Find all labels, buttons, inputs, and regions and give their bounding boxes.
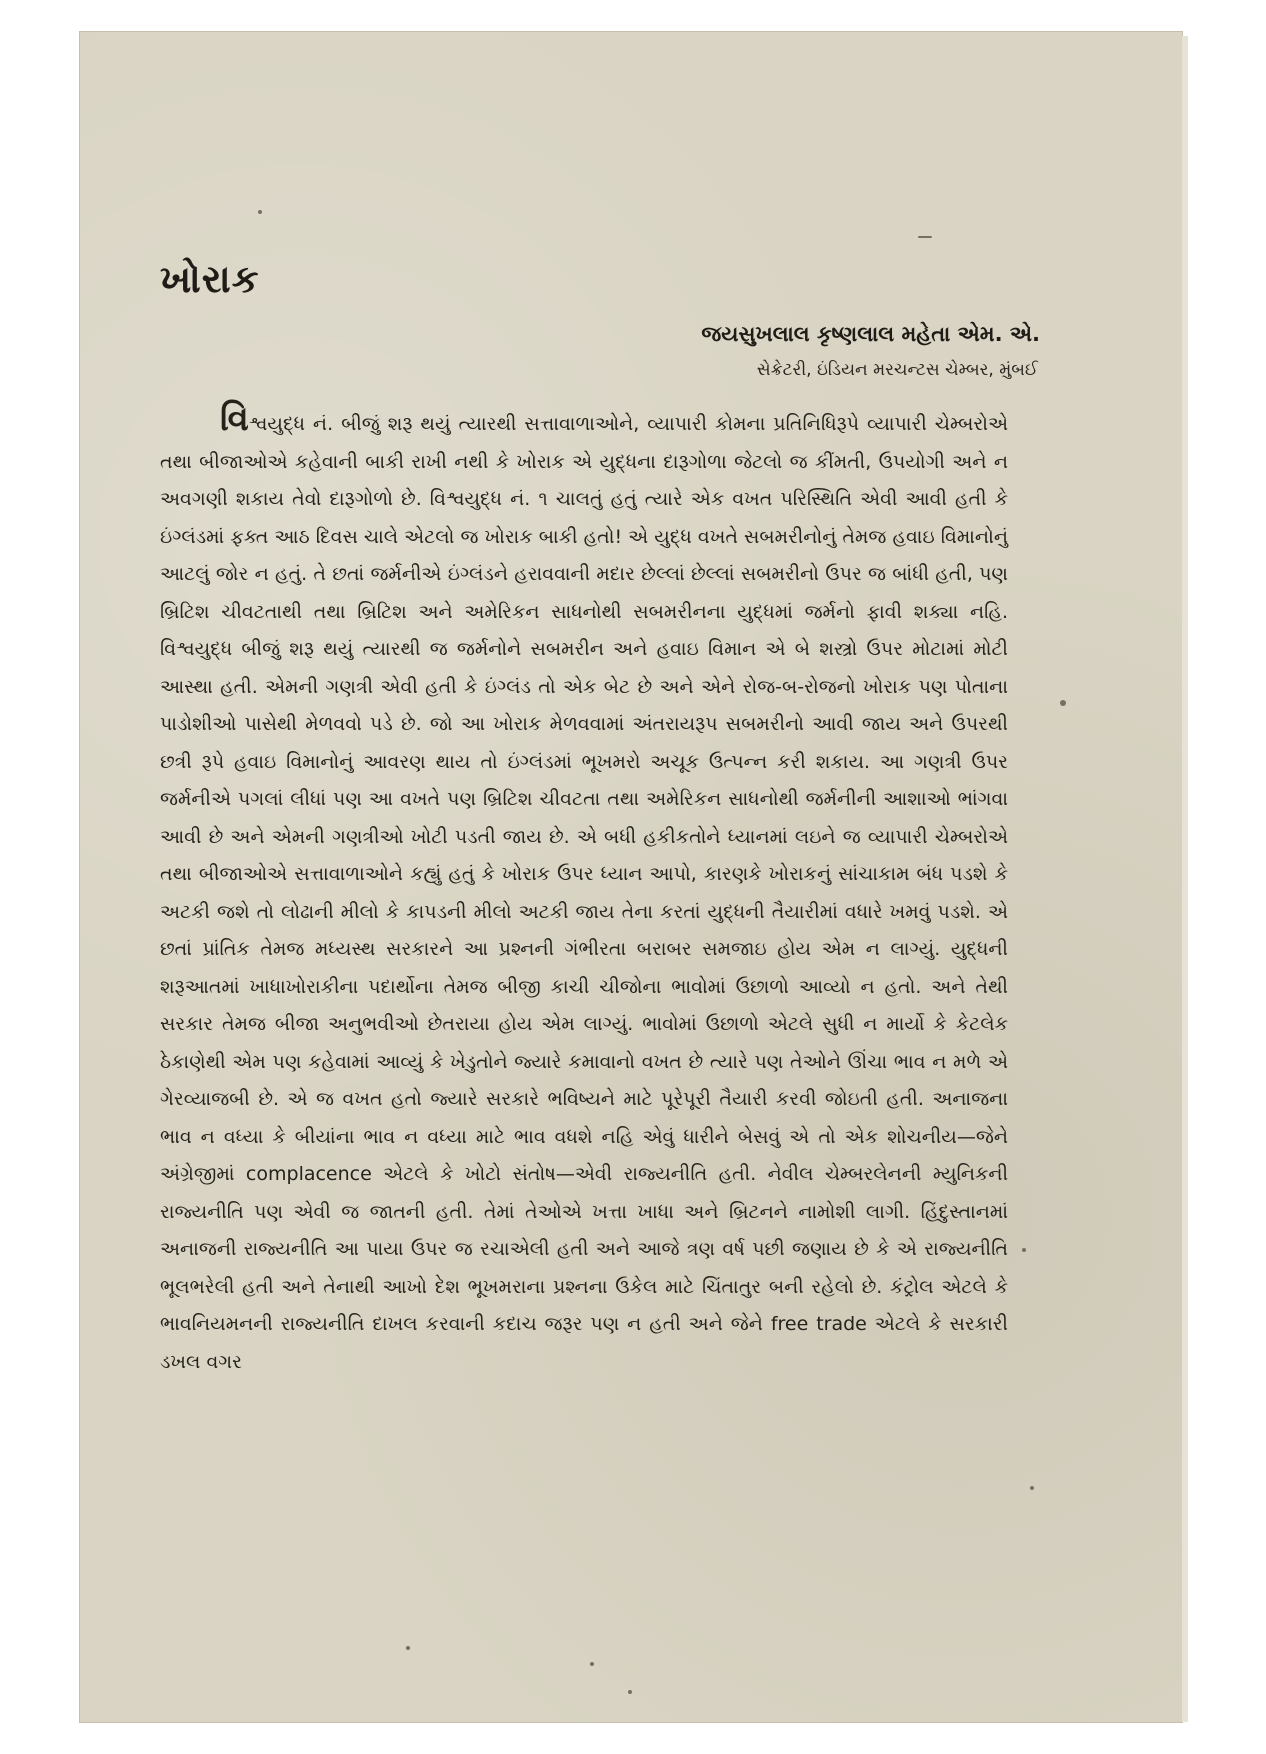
ink-speck (628, 1690, 632, 1694)
ink-speck (1030, 1486, 1034, 1490)
author-name: જયસુખલાલ કૃષ્ણલાલ મહેતા એમ. એ. (701, 322, 1040, 346)
page-edge (1182, 36, 1188, 1722)
ink-speck (590, 1662, 594, 1666)
ink-speck (406, 1646, 410, 1650)
drop-cap: વિ (220, 399, 249, 439)
ink-speck (258, 210, 262, 214)
ink-speck (1060, 700, 1066, 706)
ink-speck (1022, 1248, 1026, 1252)
author-affiliation: સેક્રેટરી, ઇંડિયન મરચન્ટસ ચેમ્બર, મુંબઈ (756, 360, 1038, 380)
ink-speck (918, 236, 932, 238)
article-body (160, 399, 1008, 1381)
article-title: ખોરાક (160, 256, 260, 301)
body-paragraph: શ્વયુદ્ધ નં. બીજું શરૂ થયું ત્યારથી સત્તાવાળાઓને, વ્યાપારી કોમના પ્રતિનિધિરૂપે વ્યાપારી ચેમ્બરોએ તથા બીજાઓએ કહેવાની બાકી રાખી નથી કે ખોરાક એ યુદ્ધના દારૂગોળા જેટલો જ કીંમતી, ઉપયોગી અને ન અવગણી શકાય તેવો દારૂગોળો છે. વિશ્વયુદ્ધ નં. ૧ ચાલતું હતું ત્યારે એક વખત પરિસ્થિતિ એવી આવી હતી કે ઇંગ્લંડમાં ફક્ત આઠ દિવસ ચાલે એટલો જ ખોરાક બાકી હતો! એ યુદ્ધ વખતે સબમરીનોનું તેમજ હવાઇ વિમાનોનું આટલું જોર ન હતું. તે છતાં જર્મનીએ ઇંગ્લંડને હરાવવાની મદાર છેલ્લાં છેલ્લાં સબમરીનો ઉપર જ બાંધી હતી, પણ બ્રિટિશ ચીવટતાથી તથા બ્રિટિશ અને અમેરિકન સાધનોથી સબમરીનના યુદ્ધમાં જર્મનો ફાવી શક્યા નહિ. વિશ્વયુદ્ધ બીજું શરૂ થયું ત્યારથી જ જર્મનોને સબમરીન અને હવાઇ વિમાન એ બે શસ્ત્રો ઉપર મોટામાં મોટી આસ્થા હતી. એમની ગણત્રી એવી હતી કે ઇંગ્લંડ તો એક બેટ છે અને એને રોજ-બ-રોજનો ખોરાક પણ પોતાના પાડોશીઓ પાસેથી મેળવવો પડે છે. જો આ ખોરાક મેળવવામાં અંતરાયરૂપ સબમરીનો આવી જાય અને ઉપરથી છત્રી રૂપે હવાઇ વિમાનોનું આવરણ થાય તો ઇંગ્લંડમાં ભૂખમરો અચૂક ઉત્પન્ન કરી શકાય. આ ગણત્રી ઉપર જર્મનીએ પગલાં લીધાં પણ આ વખતે પણ બ્રિટિશ ચીવટતા તથા અમેરિકન સાધનોથી જર્મનીની આશાઓ ભાંગવા આવી છે અને એમની ગણત્રીઓ ખોટી પડતી જાય છે. એ બધી હકીકતોને ધ્યાનમાં લઇને જ વ્યાપારી ચેમ્બરોએ તથા બીજાઓએ સત્તાવાળાઓને કહ્યું હતું કે ખોરાક ઉપર ધ્યાન આપો, કારણકે ખોરાકનું સાંચાકામ બંધ પડશે કે અટકી જશે તો લોઢાની મીલો કે કાપડની મીલો અટકી જાય તેના કરતાં યુદ્ધની તૈયારીમાં વધારે ખમવું પડશે. એ છતાં પ્રાંતિક તેમજ મધ્યસ્થ સરકારને આ પ્રશ્નની ગંભીરતા બરાબર સમજાઇ હોય એમ ન લાગ્યું. યુદ્ધની શરૂઆતમાં ખાધાખોરાકીના પદાર્થોના તેમજ બીજી કાચી ચીજોના ભાવોમાં ઉછાળો આવ્યો ન હતો. અને તેથી સરકાર તેમજ બીજા અનુભવીઓ છેતરાયા હોય એમ લાગ્યું. ભાવોમાં ઉછાળો એટલે સુધી ન માર્યો કે કેટલેક ઠેકાણેથી એમ પણ કહેવામાં આવ્યું કે ખેડુતોને જ્યારે કમાવાનો વખત છે ત્યારે પણ તેઓને ઊંચા ભાવ ન મળે એ ગેરવ્યાજબી છે. એ જ વખત હતો જ્યારે સરકારે ભવિષ્યને માટે પૂરેપૂરી તૈયારી કરવી જોઇતી હતી. અનાજના ભાવ ન વધ્યા કે બીયાંના ભાવ ન વધ્યા માટે ભાવ વધશે નહિ એવું ધારીને બેસવું એ તો એક શોચનીય—જેને અંગ્રેજીમાં complacence એટલે કે ખોટો સંતોષ—એવી રાજ્યનીતિ હતી. નેવીલ ચેમ્બરલેનની મ્યુનિકની રાજ્યનીતિ પણ એવી જ જાતની હતી. તેમાં તેઓએ ખત્તા ખાધા અને બ્રિટનને નામોશી લાગી. હિંદુસ્તાનમાં અનાજની રાજ્યનીતિ આ પાયા ઉપર જ રચાએલી હતી અને આજે ત્રણ વર્ષ પછી જણાય છે કે એ રાજ્યનીતિ ભૂલભરેલી હતી અને તેનાથી આખો દેશ ભૂખમરાના પ્રશ્નના ઉકેલ માટે ચિંતાતુર બની રહેલો છે. કંટ્રોલ એટલે કે ભાવનિયમનની રાજ્યનીતિ દાખલ કરવાની કદાચ જરૂર પણ ન હતી અને જેને free trade એટલે કે સરકારી ડખલ વગર (160, 413, 1008, 1373)
